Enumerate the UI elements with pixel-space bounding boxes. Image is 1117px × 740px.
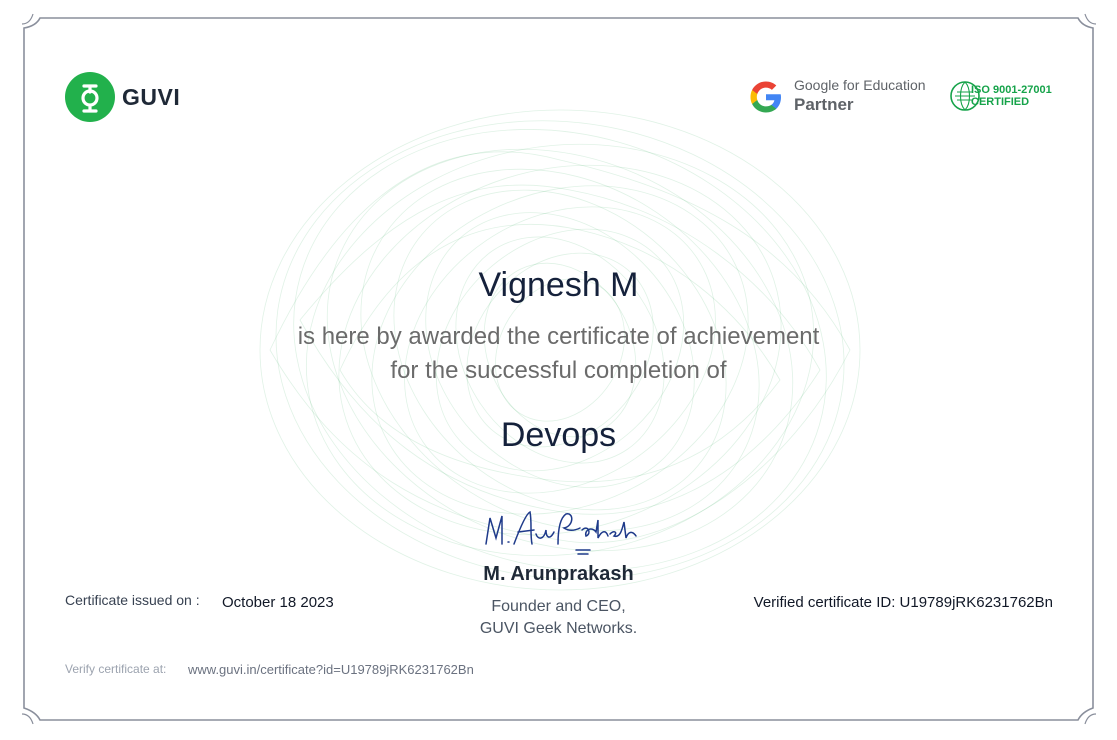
partner-program-label: Google for Education bbox=[794, 77, 926, 93]
guvi-logo-icon bbox=[64, 71, 116, 123]
google-g-icon bbox=[748, 79, 784, 115]
partner-badge-label: Partner bbox=[794, 95, 854, 114]
iso-standard-label: ISO 9001-27001 bbox=[971, 84, 1052, 96]
iso-certified-label: CERTIFIED bbox=[971, 96, 1030, 108]
verify-certificate-link[interactable]: www.guvi.in/certificate?id=U19789jRK6231762Bn bbox=[188, 662, 474, 677]
signatory-role-line1: Founder and CEO, bbox=[491, 598, 626, 615]
brand-name: GUVI bbox=[122, 84, 181, 110]
award-statement-line2: for the successful completion of bbox=[390, 357, 727, 384]
signatory-name: M. Arunprakash bbox=[483, 563, 634, 585]
issued-date-label: Certificate issued on : bbox=[65, 592, 200, 608]
award-statement-line1: is here by awarded the certificate of achievement bbox=[297, 323, 820, 350]
course-name: Devops bbox=[500, 416, 617, 454]
verified-certificate-id: Verified certificate ID: U19789jRK6231762Bn bbox=[753, 594, 1053, 611]
signatory-role-line2: GUVI Geek Networks. bbox=[479, 620, 638, 637]
signature-image bbox=[480, 500, 640, 558]
issued-date-value: October 18 2023 bbox=[222, 594, 334, 611]
recipient-name: Vignesh M bbox=[478, 266, 639, 304]
verify-certificate-label: Verify certificate at: bbox=[65, 662, 167, 676]
